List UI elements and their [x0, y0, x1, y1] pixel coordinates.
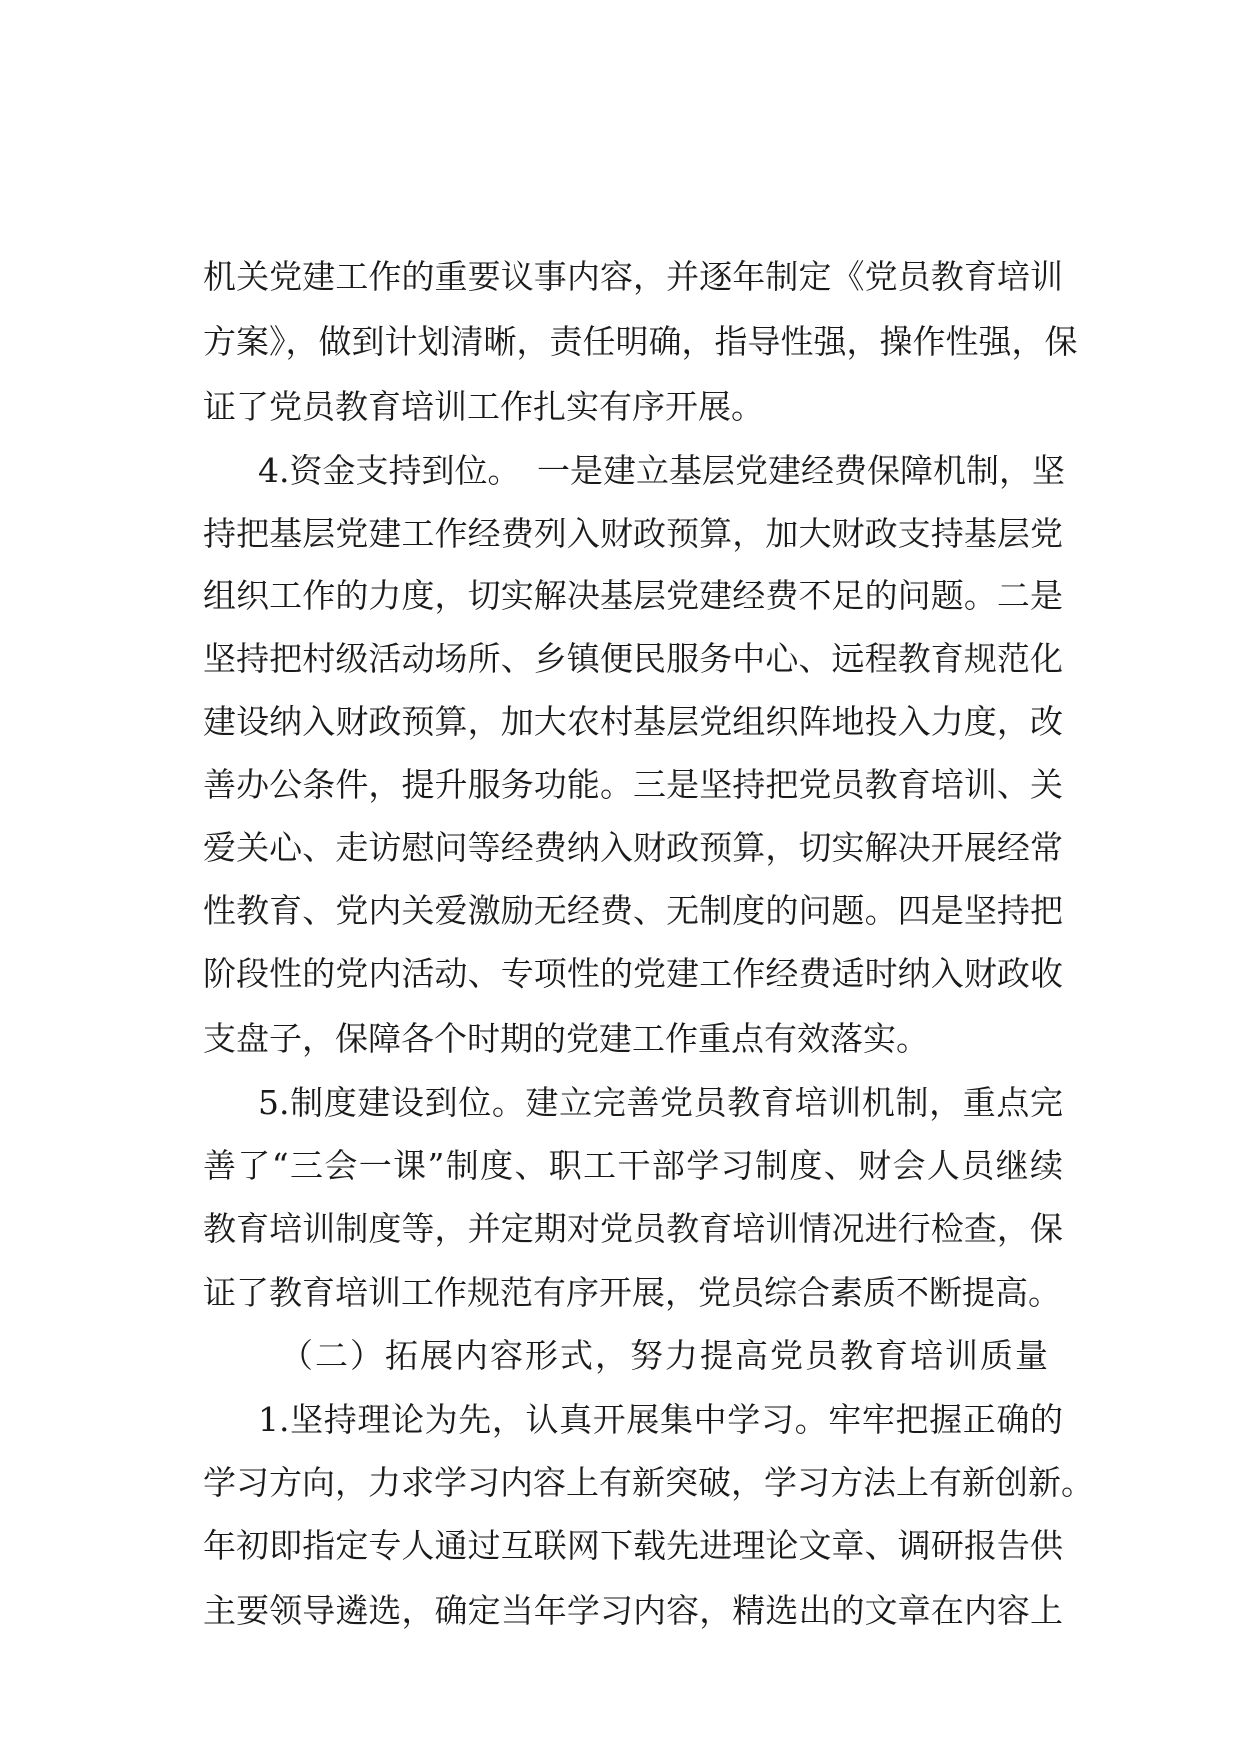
paragraph-line: 证了党员教育培训工作扎实有序开展。 — [203, 387, 764, 426]
paragraph-line: 阶段性的党内活动、专项性的党建工作经费适时纳入财政收 — [203, 954, 1063, 993]
section-heading: （二）拓展内容形式，努力提高党员教育培训质量 — [280, 1336, 1050, 1375]
paragraph-line: 证了教育培训工作规范有序开展，党员综合素质不断提高。 — [203, 1273, 1061, 1312]
paragraph-line: 性教育、党内关爱激励无经费、无制度的问题。四是坚持把 — [203, 891, 1063, 930]
paragraph-line: 爱关心、走访慰问等经费纳入财政预算，切实解决开展经常 — [203, 828, 1063, 867]
paragraph-line: 教育培训制度等，并定期对党员教育培训情况进行检查，保 — [203, 1209, 1063, 1248]
paragraph-line: 机关党建工作的重要议事内容，并逐年制定《党员教育培训 — [203, 257, 1063, 296]
paragraph-line: 坚持把村级活动场所、乡镇便民服务中心、远程教育规范化 — [203, 639, 1063, 678]
paragraph-line: 善办公条件，提升服务功能。三是坚持把党员教育培训、关 — [203, 765, 1063, 804]
paragraph-line: 方案》，做到计划清晰，责任明确，指导性强，操作性强，保 — [203, 322, 1078, 361]
paragraph-line: 组织工作的力度，切实解决基层党建经费不足的问题。二是 — [203, 576, 1063, 615]
paragraph-line: 持把基层党建工作经费列入财政预算，加大财政支持基层党 — [203, 514, 1063, 553]
paragraph-line: 善了“三会一课”制度、职工干部学习制度、财会人员继续 — [203, 1146, 1063, 1185]
paragraph-line: 主要领导遴选，确定当年学习内容，精选出的文章在内容上 — [203, 1591, 1063, 1630]
paragraph-line: 年初即指定专人通过互联网下载先进理论文章、调研报告供 — [203, 1526, 1063, 1565]
subsection-1-first-line: 1.坚持理论为先，认真开展集中学习。牢牢把握正确的 — [258, 1400, 1063, 1439]
paragraph-line: 建设纳入财政预算，加大农村基层党组织阵地投入力度，改 — [203, 702, 1063, 741]
paragraph-line: 支盘子，保障各个时期的党建工作重点有效落实。 — [203, 1019, 929, 1058]
section-5-first-line: 5.制度建设到位。建立完善党员教育培训机制，重点完 — [258, 1083, 1063, 1122]
paragraph-line: 学习方向，力求学习内容上有新突破，学习方法上有新创新。 — [203, 1463, 1094, 1502]
section-4-first-line: 4.资金支持到位。 一是建立基层党建经费保障机制，坚 — [258, 451, 1065, 490]
